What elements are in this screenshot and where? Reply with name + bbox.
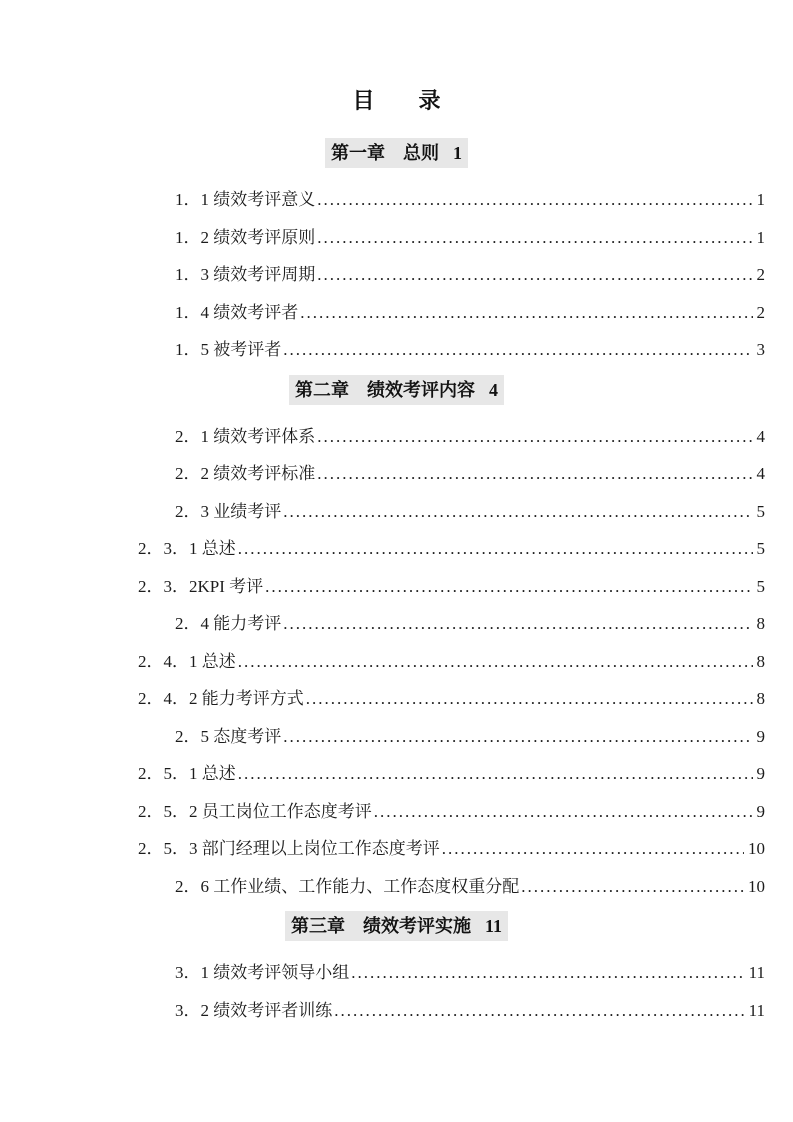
toc-entry[interactable]: [138, 793, 765, 831]
dot-leader: [317, 455, 752, 493]
toc-entry-label: 2．3．2KPI 考评: [138, 576, 264, 596]
toc-entry-page: 4: [756, 464, 765, 483]
toc-entry-label: 2．4．1 总述: [138, 651, 236, 671]
toc-entry-label: 2．5．3 部门经理以上岗位工作态度考评: [138, 839, 440, 858]
dot-leader: [334, 992, 744, 1030]
toc-title: 目 录: [352, 88, 441, 113]
toc-entry-label: 2．5 态度考评: [175, 726, 282, 746]
toc-entry-page: 2: [756, 265, 765, 284]
toc-chapter-2: [0, 375, 793, 906]
toc-entry-page: 8: [756, 614, 765, 633]
toc-entry-page: 5: [756, 539, 765, 558]
toc-entry[interactable]: [138, 181, 765, 219]
toc-entry-label: 2．4 能力考评: [175, 614, 282, 633]
toc-entry-page: 1: [756, 227, 765, 247]
toc-entry-label: 1．1 绩效考评意义: [175, 190, 316, 209]
toc-entry[interactable]: [138, 643, 765, 681]
toc-entry-label: 1．5 被考评者: [175, 340, 282, 359]
toc-entry[interactable]: [138, 868, 765, 906]
toc-entry[interactable]: [138, 755, 765, 793]
toc-entry-page: 9: [756, 764, 765, 783]
dot-leader: [317, 418, 752, 456]
dot-leader: [306, 680, 753, 718]
toc-entry[interactable]: [138, 830, 765, 868]
toc-entry-label: 2．4．2 能力考评方式: [138, 689, 304, 708]
toc-entry[interactable]: [138, 455, 765, 493]
dot-leader: [238, 643, 753, 681]
toc-entry-page: 5: [756, 501, 765, 521]
chapter-heading-highlight: [285, 911, 508, 941]
dot-leader: [283, 605, 752, 643]
toc-entry-label: 2．6 工作业绩、工作能力、工作态度权重分配: [175, 876, 520, 896]
chapter-heading-highlight: [289, 375, 504, 405]
dot-leader: [317, 256, 752, 294]
dot-leader: [521, 868, 744, 906]
toc-entry-page: 4: [756, 426, 765, 446]
toc-entry-label: 2．5．2 员工岗位工作态度考评: [138, 801, 372, 821]
toc-entry[interactable]: [138, 530, 765, 568]
chapter-heading-text: 第一章 总则: [331, 143, 439, 163]
toc-entry[interactable]: [138, 331, 765, 369]
toc-chapter-heading[interactable]: [0, 138, 793, 169]
toc-entry[interactable]: [138, 605, 765, 643]
toc-entry-page: 3: [756, 340, 765, 359]
dot-leader: [238, 530, 753, 568]
toc-entry-label: 2．3．1 总述: [138, 539, 236, 558]
toc-entry[interactable]: [138, 992, 765, 1030]
toc-chapter-heading[interactable]: [0, 375, 793, 406]
toc-entry-label: 3．2 绩效考评者训练: [175, 1000, 333, 1020]
toc-chapter-1: [0, 138, 793, 369]
toc-entry[interactable]: [138, 493, 765, 531]
chapter-heading-text: 第三章 绩效考评实施: [290, 916, 471, 936]
toc-entry-label: 3．1 绩效考评领导小组: [175, 963, 350, 982]
chapter-page-number: 1: [453, 143, 462, 163]
toc-entry-page: 11: [748, 1000, 765, 1020]
toc-entry-page: 8: [756, 651, 765, 671]
toc-entry-label: 1．4 绩效考评者: [175, 302, 299, 322]
toc-entry[interactable]: [138, 568, 765, 606]
toc-entry-label: 2．5．1 总述: [138, 764, 236, 783]
chapter-heading-text: 第二章 绩效考评内容: [295, 379, 475, 400]
chapter-heading-highlight: [325, 138, 468, 168]
dot-leader: [265, 568, 752, 606]
toc-entry-page: 9: [756, 801, 765, 821]
dot-leader: [442, 830, 744, 868]
toc-entry[interactable]: [138, 954, 765, 992]
toc-chapter-3: [0, 911, 793, 1029]
toc-entry[interactable]: [138, 219, 765, 257]
toc-entry-label: 2．1 绩效考评体系: [175, 426, 316, 446]
dot-leader: [283, 718, 752, 756]
toc-entry-label: 2．2 绩效考评标准: [175, 464, 316, 483]
toc-entry[interactable]: [138, 294, 765, 332]
toc-entry-page: 10: [748, 839, 765, 858]
dot-leader: [238, 755, 753, 793]
chapter-page-number: 4: [489, 379, 498, 400]
chapter-page-number: 11: [484, 916, 502, 936]
dot-leader: [283, 331, 752, 369]
toc-entry-page: 8: [756, 689, 765, 708]
toc-entry[interactable]: [138, 256, 765, 294]
toc-entry-page: 5: [756, 576, 765, 596]
toc-entry-page: 9: [756, 726, 765, 746]
toc-entry-label: 1．3 绩效考评周期: [175, 265, 316, 284]
toc-entry[interactable]: [138, 418, 765, 456]
toc-entry-label: 2．3 业绩考评: [175, 501, 282, 521]
toc-entry[interactable]: [138, 680, 765, 718]
toc-entry-label: 1．2 绩效考评原则: [175, 227, 316, 247]
toc-entry-page: 2: [756, 302, 765, 322]
toc-entry-page: 10: [748, 876, 765, 896]
toc-entry[interactable]: [138, 718, 765, 756]
dot-leader: [317, 219, 752, 257]
dot-leader: [317, 181, 752, 219]
toc-content: [0, 88, 793, 1029]
toc-chapter-heading[interactable]: [0, 911, 793, 942]
dot-leader: [374, 793, 753, 831]
dot-leader: [300, 294, 752, 332]
dot-leader: [351, 954, 744, 992]
toc-entry-page: 11: [748, 963, 765, 982]
dot-leader: [283, 493, 752, 531]
toc-entry-page: 1: [756, 190, 765, 209]
